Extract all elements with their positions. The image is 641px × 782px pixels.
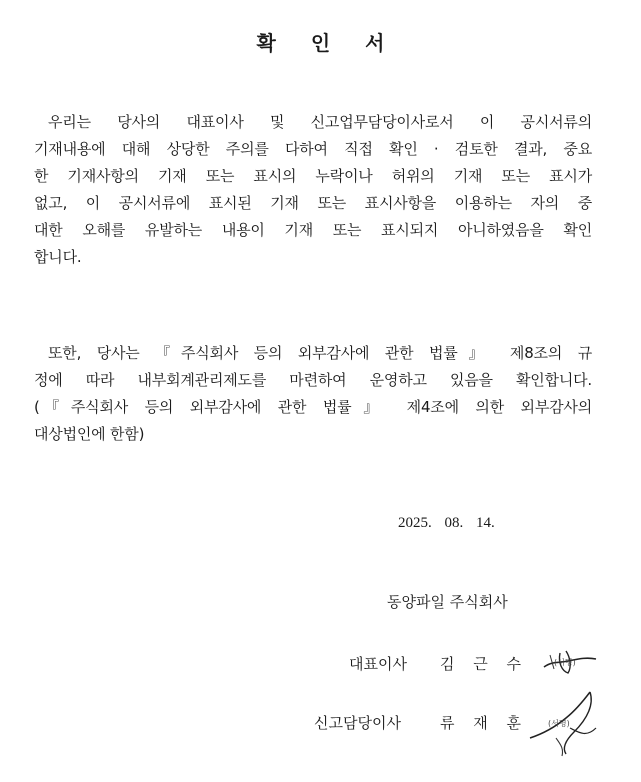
internal-control-paragraph	[34, 340, 592, 448]
seal-text: (서명)	[548, 719, 570, 728]
paragraph-line: 기재내용에 대해 상당한 주의를 다하여 직접 확인 · 검토한 결과, 중요	[34, 140, 592, 158]
signatory-name: 류 재 훈	[440, 714, 529, 732]
seal-text: (서명)	[554, 658, 576, 667]
paragraph-line: 우리는 당사의 대표이사 및 신고업무담당이사로서 이 공시서류의	[48, 113, 592, 131]
confirmation-paragraph	[34, 109, 592, 271]
document-title: 확 인 서	[256, 31, 399, 55]
signatory-title: 대표이사	[349, 655, 407, 673]
paragraph-line: 한 기재사항의 기재 또는 표시의 누락이나 허위의 기재 또는 표시가	[34, 167, 592, 185]
signature-mark	[538, 645, 602, 679]
paragraph-line: 합니다.	[34, 248, 82, 266]
paragraph-line: 정에 따라 내부회계관리제도를 마련하여 운영하고 있음을 확인합니다.	[34, 371, 592, 389]
signature-mark	[526, 688, 606, 760]
paragraph-line: 또한, 당사는 『주식회사 등의 외부감사에 관한 법률』 제8조의 규	[48, 344, 592, 362]
document-date: 2025. 08. 14.	[398, 515, 495, 531]
signatory-title: 신고담당이사	[314, 714, 401, 732]
company-name: 동양파일 주식회사	[387, 593, 508, 611]
paragraph-line: 대상법인에 한함)	[34, 425, 145, 443]
signatory-name: 김 근 수	[440, 655, 529, 673]
paragraph-line: 대한 오해를 유발하는 내용이 기재 또는 표시되지 아니하였음을 확인	[34, 221, 592, 239]
paragraph-line: 없고, 이 공시서류에 표시된 기재 또는 표시사항을 이용하는 자의 중	[34, 194, 592, 212]
paragraph-line: (『주식회사 등의 외부감사에 관한 법률』 제4조에 의한 외부감사의	[34, 398, 592, 416]
